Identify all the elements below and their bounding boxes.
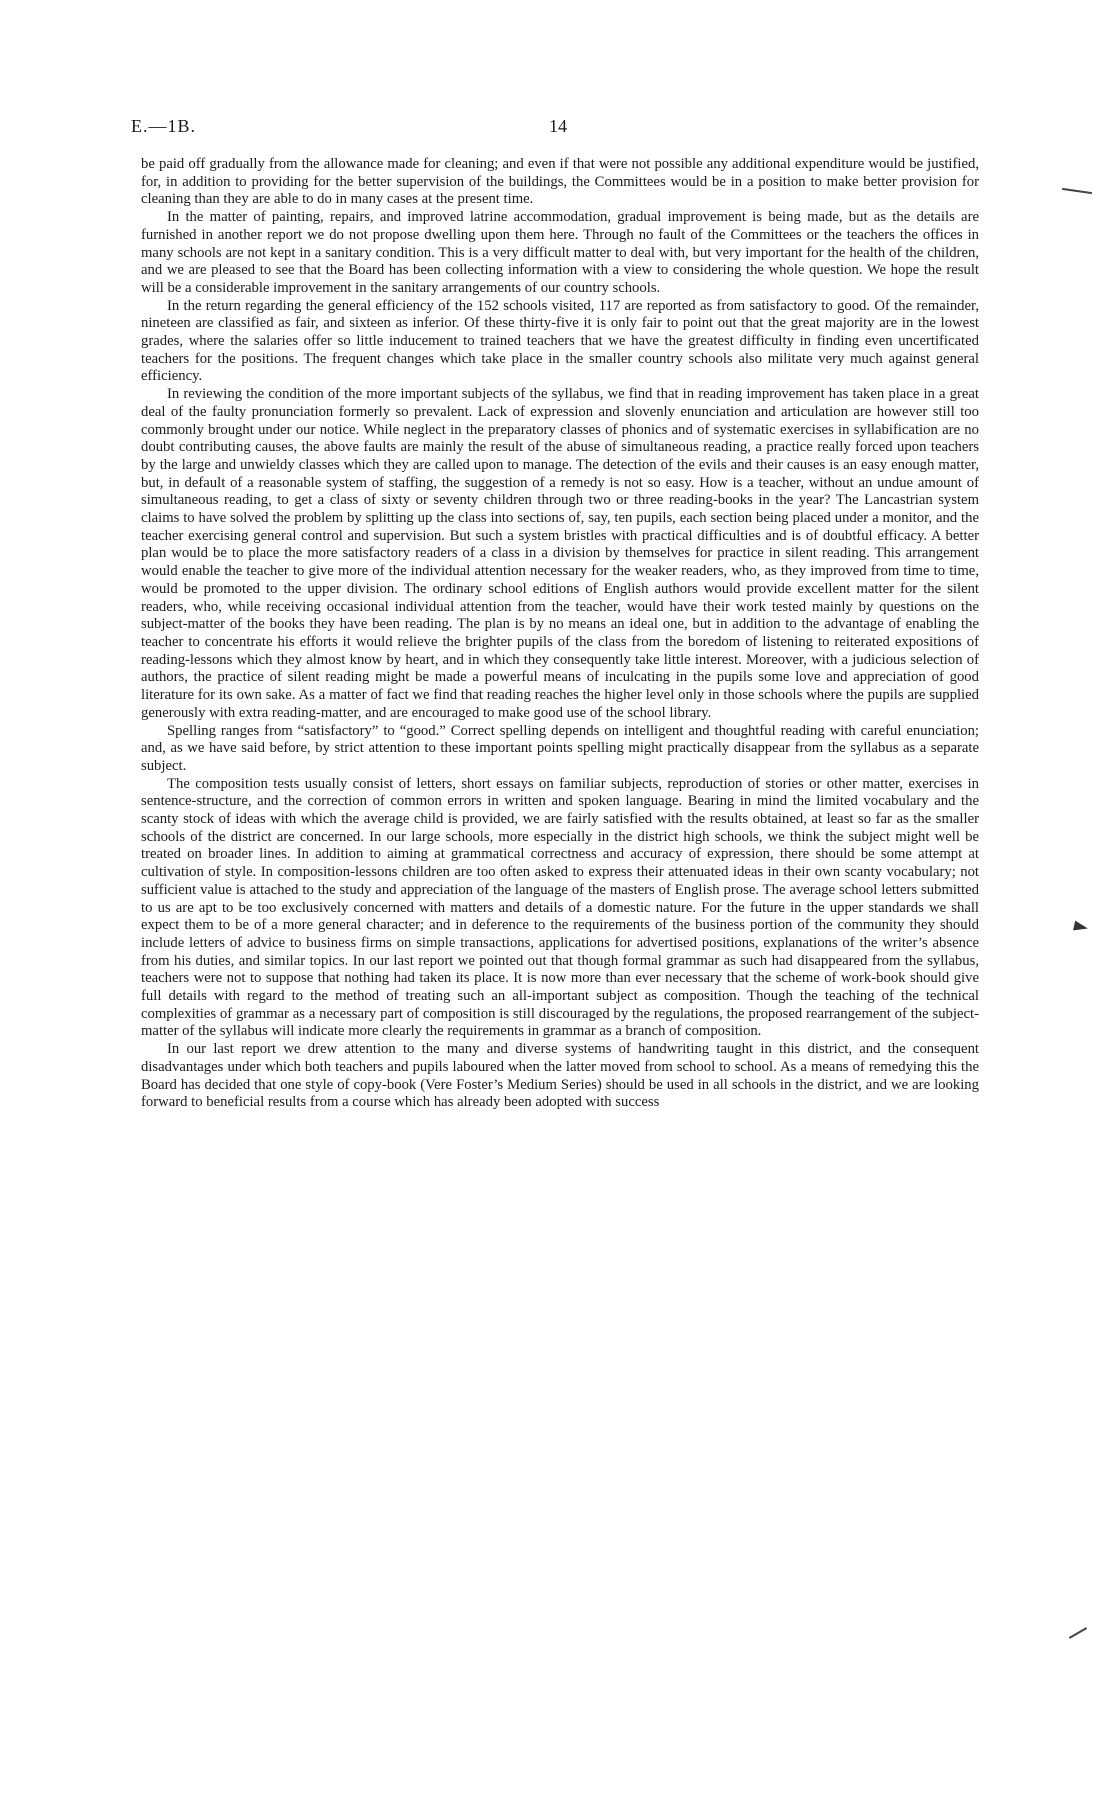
body-text <box>141 156 979 1112</box>
margin-arrow-mark <box>1073 921 1089 934</box>
paragraph: The composition tests usually consist of letters, short essays on familiar subjects, reproduction of stories or other matter, exercises in sentence-structure, and the correction of common errors in written and spoken language. Bearing in mind the limited vocabulary and the scanty stock of ideas with which the average child is provided, we are fairly satisfied with the results obtained, at least so far as the smaller schools of the district are concerned. In our large schools, more especially in the district high schools, we think the subject might well be treated on broader lines. In addition to aiming at grammatical correctness and accuracy of expression, there should be some attempt at cultivation of style. In composition-lessons children are too often asked to express their attenuated ideas in their own scanty vocabulary; not sufficient value is attached to the study and appreciation of the language of the masters of English prose. The average school letters submitted to us are apt to be too exclusively concerned with matters and details of a domestic nature. For the future in the upper standards we shall expect them to be of a more general character; and in deference to the requirements of the business portion of the community they should include letters of advice to business firms on simple transactions, applications for advertised positions, explanations of the writer’s absence from his duties, and similar topics. In our last report we pointed out that though formal grammar as such had disappeared from the syllabus, teachers were not to suppose that nothing had taken its place. It is now more than ever necessary that the scheme of work-book should give full details with regard to the method of treating such an all-important subject as composition. Though the teaching of the technical complexities of grammar as a necessary part of composition is still discouraged by the regulations, the proposed rearrangement of the subject-matter of the syllabus will indicate more clearly the requirements in grammar as a branch of composition. <box>141 775 979 1040</box>
margin-stroke-mark <box>1069 1627 1087 1639</box>
paragraph: In our last report we drew attention to the many and diverse systems of handwriting taught in this district, and the consequent disadvantages under which both teachers and pupils laboured when the latter moved from school to school. As a means of remedying this the Board has decided that one style of copy-book (Vere Foster’s Medium Series) should be used in all schools in the district, and we are looking forward to beneficial results from a course which has already been adopted with success <box>141 1041 979 1111</box>
page-header <box>131 116 986 140</box>
paragraph: In the matter of painting, repairs, and improved latrine accommodation, gradual improvement is being made, but as the details are furnished in another report we do not propose dwelling upon them here. Through no fault of the Committees or the teachers the offices in many schools are not kept in a sanitary condition. This is a very difficult matter to deal with, but very important for the health of the children, and we are pleased to see that the Board has been collecting information with a view to considering the whole question. We hope the result will be a considerable improvement in the sanitary arrangements of our country schools. <box>141 209 979 296</box>
paragraph: Spelling ranges from “satisfactory” to “good.” Correct spelling depends on intelligent and thoughtful reading with careful enunciation; and, as we have said before, by strict attention to these important points spelling might practically disappear from the syllabus as a separate subject. <box>141 722 979 774</box>
document-reference: E.—1B. <box>131 116 197 136</box>
margin-dash-mark <box>1062 188 1092 194</box>
page-number: 14 <box>549 116 567 136</box>
paragraph: be paid off gradually from the allowance made for cleaning; and even if that were not possible any additional expenditure would be justified, for, in addition to providing for the better supervision of the buildings, the Committees would be in a position to make better provision for cleaning than they are able to do in many cases at the present time. <box>141 156 979 208</box>
paragraph: In reviewing the condition of the more important subjects of the syllabus, we find that in reading improvement has taken place in a great deal of the faulty pronunciation formerly so prevalent. Lack of expression and slovenly enunciation and articulation are however still too commonly brought under our notice. While neglect in the preparatory classes of phonics and of systematic exercises in syllabification are no doubt contributing causes, the above faults are mainly the result of the abuse of simultaneous reading, a practice really forced upon teachers by the large and unwieldy classes which they are called upon to manage. The detection of the evils and their causes is an easy enough matter, but, in default of a reasonable system of staffing, the suggestion of a remedy is not so easy. How is a teacher, without an undue amount of simultaneous reading, to get a class of sixty or seventy children through two or three reading-books in the year? The Lancastrian system claims to have solved the problem by splitting up the class into sections of, say, ten pupils, each section being placed under a monitor, and the teacher exercising general control and supervision. But such a system bristles with practical difficulties and is of doubtful efficacy. A better plan would be to place the more satisfactory readers of a class in a division by themselves for practice in silent reading. This arrangement would enable the teacher to give more of the individual attention necessary for the weaker readers, who, as they improved from time to time, would be promoted to the upper division. The ordinary school editions of English authors would provide excellent matter for the silent readers, who, while receiving occasional individual attention from the teacher, would have their work tested mainly by questions on the subject-matter of the books they have been reading. The plan is by no means an ideal one, but in addition to the advantage of enabling the teacher to concentrate his efforts it would relieve the brighter pupils of the class from the boredom of listening to reiterated expositions of reading-lessons which they almost know by heart, and in which they consequently take little interest. Moreover, with a judicious selection of authors, the practice of silent reading might be made a powerful means of inculcating in the pupils some love and appreciation of good literature for its own sake. As a matter of fact we find that reading reaches the higher level only in those schools where the pupils are supplied generously with extra reading-matter, and are encouraged to make good use of the school library. <box>141 386 979 721</box>
paragraph: In the return regarding the general efficiency of the 152 schools visited, 117 are reported as from satisfactory to good. Of the remainder, nineteen are classified as fair, and sixteen as inferior. Of these thirty-five it is only fair to point out that the great majority are in the lowest grades, where the salaries offer so little inducement to trained teachers that we have the greatest difficulty in finding even uncertificated teachers for the positions. The frequent changes which take place in the smaller country schools also militate very much against general efficiency. <box>141 297 979 385</box>
